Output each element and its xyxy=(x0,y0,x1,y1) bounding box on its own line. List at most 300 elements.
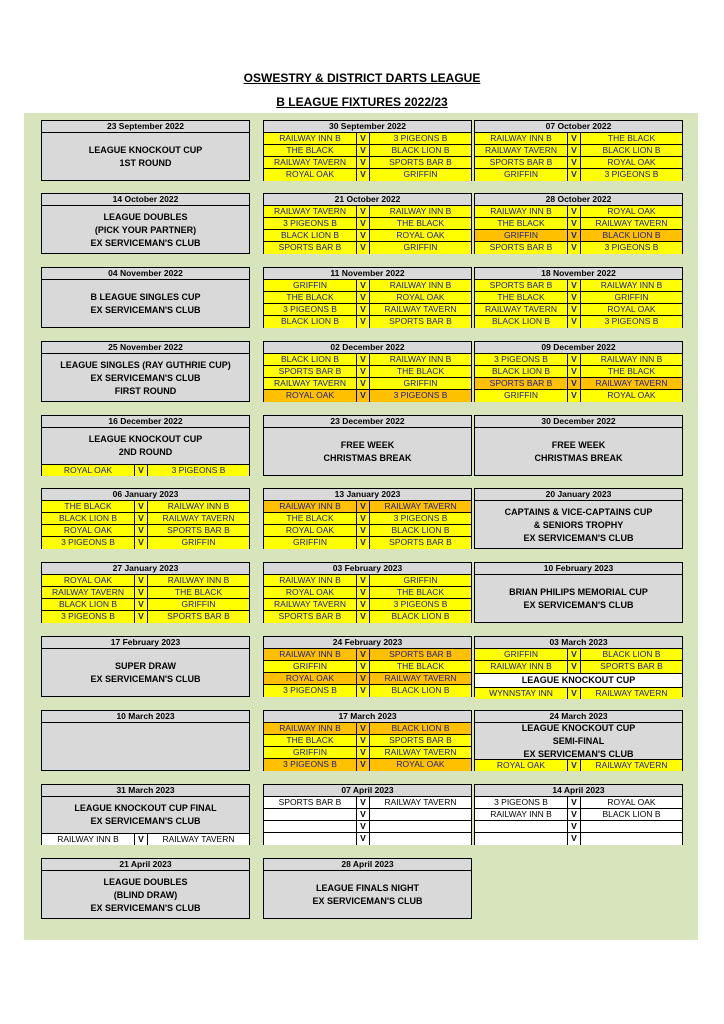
fixture-row xyxy=(264,230,471,242)
versus-marker: V xyxy=(357,759,370,771)
fixtures-list xyxy=(42,575,249,623)
away-team: THE BLACK xyxy=(396,366,445,376)
fixture-row xyxy=(475,809,682,821)
home-team: GRIFFIN xyxy=(264,537,357,549)
fixture-row xyxy=(42,513,249,525)
away-team xyxy=(581,833,682,845)
away-team: 3 PIGEONS B xyxy=(604,169,659,179)
fixture-row xyxy=(42,537,249,549)
away-team: 3 PIGEONS B xyxy=(171,465,226,475)
week-date: 07 October 2022 xyxy=(475,121,682,133)
week-card xyxy=(41,562,250,623)
fixtures-list xyxy=(475,206,682,254)
away-team: ROYAL OAK xyxy=(607,157,656,167)
versus-marker: V xyxy=(568,133,581,144)
event-box xyxy=(42,133,249,181)
fixture-row xyxy=(264,833,471,845)
fixtures-list xyxy=(475,280,682,328)
home-team: 3 PIGEONS B xyxy=(264,685,357,697)
away-team: THE BLACK xyxy=(396,218,445,228)
versus-marker: V xyxy=(357,501,370,512)
event-text: LEAGUE KNOCKOUT CUP FINAL EX SERVICEMAN'S CLUB xyxy=(74,803,217,826)
week-date: 21 April 2023 xyxy=(42,859,249,871)
fixture-row xyxy=(264,747,471,759)
fixture-row xyxy=(475,378,682,390)
away-team: GRIFFIN xyxy=(403,169,438,179)
event-box xyxy=(475,575,682,623)
fixture-row xyxy=(475,169,682,181)
fixture-row xyxy=(42,587,249,599)
page-subtitle: B LEAGUE FIXTURES 2022/23 xyxy=(276,95,448,109)
versus-marker: V xyxy=(568,797,581,808)
week-card xyxy=(263,341,472,402)
versus-marker: V xyxy=(568,688,581,699)
home-team: SPORTS BAR B xyxy=(264,611,357,623)
away-team: THE BLACK xyxy=(174,587,223,597)
fixture-row xyxy=(264,316,471,328)
fixture-row xyxy=(475,218,682,230)
home-team: 3 PIGEONS B xyxy=(42,611,135,623)
versus-marker: V xyxy=(357,157,370,168)
fixture-row xyxy=(42,501,249,513)
fixture-row xyxy=(42,599,249,611)
fixture-row xyxy=(264,157,471,169)
fixture-row xyxy=(264,145,471,157)
week-card xyxy=(263,784,472,845)
away-team: RAILWAY INN B xyxy=(167,575,230,585)
home-team: RAILWAY INN B xyxy=(475,206,568,217)
away-team: RAILWAY TAVERN xyxy=(384,747,457,757)
away-team: BLACK LION B xyxy=(602,230,661,240)
fixture-row xyxy=(264,169,471,181)
away-team: SPORTS BAR B xyxy=(389,316,452,326)
event-text: LEAGUE KNOCKOUT CUP 1ST ROUND xyxy=(88,145,203,168)
versus-marker: V xyxy=(357,133,370,144)
versus-marker: V xyxy=(568,366,581,377)
week-date: 06 January 2023 xyxy=(42,489,249,501)
fixture-row xyxy=(264,673,471,685)
week-card xyxy=(474,636,683,697)
away-team: BLACK LION B xyxy=(391,611,450,621)
fixture-row xyxy=(264,280,471,292)
away-team: 3 PIGEONS B xyxy=(604,316,659,326)
versus-marker: V xyxy=(357,747,370,758)
home-team: RAILWAY TAVERN xyxy=(42,587,135,598)
away-team: SPORTS BAR B xyxy=(389,157,452,167)
away-team: BLACK LION B xyxy=(391,723,450,733)
week-card xyxy=(41,858,250,919)
away-team: BLACK LION B xyxy=(602,145,661,155)
event-text: LEAGUE KNOCKOUT CUP 2ND ROUND xyxy=(88,434,203,457)
away-team: RAILWAY TAVERN xyxy=(384,304,457,314)
week-card xyxy=(263,267,472,328)
versus-marker: V xyxy=(357,292,370,303)
versus-marker: V xyxy=(357,833,370,845)
home-team: SPORTS BAR B xyxy=(475,157,568,168)
fixture-row xyxy=(264,218,471,230)
home-team: GRIFFIN xyxy=(475,230,568,241)
away-team: GRIFFIN xyxy=(403,378,438,388)
away-team: 3 PIGEONS B xyxy=(393,513,448,523)
versus-marker: V xyxy=(135,465,148,476)
home-team: ROYAL OAK xyxy=(264,525,357,536)
home-team: RAILWAY INN B xyxy=(42,834,135,845)
versus-marker: V xyxy=(135,575,148,586)
fixture-row xyxy=(264,735,471,747)
home-team: RAILWAY TAVERN xyxy=(475,145,568,156)
home-team xyxy=(475,833,568,845)
fixture-row xyxy=(42,611,249,623)
fixture-row xyxy=(475,661,682,673)
fixture-row xyxy=(264,685,471,697)
week-date: 25 November 2022 xyxy=(42,342,249,354)
away-team: THE BLACK xyxy=(396,587,445,597)
week-card xyxy=(474,193,683,254)
week-date: 02 December 2022 xyxy=(264,342,471,354)
home-team: BLACK LION B xyxy=(264,354,357,365)
week-date: 14 October 2022 xyxy=(42,194,249,206)
versus-marker: V xyxy=(357,280,370,291)
versus-marker: V xyxy=(135,834,148,845)
home-team: 3 PIGEONS B xyxy=(475,354,568,365)
away-team xyxy=(370,809,471,820)
home-team: RAILWAY TAVERN xyxy=(475,304,568,315)
fixture-row xyxy=(264,611,471,623)
week-date: 10 February 2023 xyxy=(475,563,682,575)
event-text: LEAGUE DOUBLES (PICK YOUR PARTNER) EX SERVICEMAN'S CLUB xyxy=(90,211,201,248)
versus-marker: V xyxy=(357,685,370,697)
week-date: 30 September 2022 xyxy=(264,121,471,133)
versus-marker: V xyxy=(135,611,148,623)
home-team: RAILWAY TAVERN xyxy=(264,378,357,389)
fixture-row xyxy=(264,390,471,402)
away-team xyxy=(370,821,471,832)
home-team: GRIFFIN xyxy=(475,649,568,660)
week-date: 24 March 2023 xyxy=(475,711,682,723)
week-date: 11 November 2022 xyxy=(264,268,471,280)
versus-marker: V xyxy=(568,157,581,168)
fixture-row xyxy=(475,354,682,366)
fixture-row xyxy=(42,833,249,845)
versus-marker: V xyxy=(357,599,370,610)
fixture-row xyxy=(264,797,471,809)
away-team: GRIFFIN xyxy=(181,599,216,609)
away-team: 3 PIGEONS B xyxy=(393,599,448,609)
versus-marker: V xyxy=(568,390,581,402)
versus-marker: V xyxy=(568,821,581,832)
home-team: ROYAL OAK xyxy=(42,575,135,586)
home-team: SPORTS BAR B xyxy=(264,797,357,808)
week-card xyxy=(263,636,472,697)
versus-marker: V xyxy=(568,316,581,328)
home-team: GRIFFIN xyxy=(475,390,568,402)
away-team: RAILWAY TAVERN xyxy=(384,673,457,683)
home-team: GRIFFIN xyxy=(264,280,357,291)
versus-marker: V xyxy=(357,661,370,672)
away-team: THE BLACK xyxy=(607,366,656,376)
week-card xyxy=(263,562,472,623)
cup-fixtures xyxy=(475,673,682,699)
versus-marker: V xyxy=(357,513,370,524)
home-team: 3 PIGEONS B xyxy=(264,759,357,771)
home-team: 3 PIGEONS B xyxy=(475,797,568,808)
away-team: RAILWAY TAVERN xyxy=(162,513,235,523)
fixture-row xyxy=(475,687,682,699)
event-box xyxy=(42,723,249,771)
away-team: GRIFFIN xyxy=(614,292,649,302)
fixture-row xyxy=(264,292,471,304)
home-team: GRIFFIN xyxy=(264,661,357,672)
fixture-row xyxy=(264,206,471,218)
away-team: RAILWAY INN B xyxy=(600,280,663,290)
fixtures-list xyxy=(264,280,471,328)
away-team: ROYAL OAK xyxy=(607,390,656,400)
versus-marker: V xyxy=(568,304,581,315)
versus-marker: V xyxy=(568,145,581,156)
versus-marker: V xyxy=(357,169,370,181)
event-box xyxy=(42,206,249,254)
week-card xyxy=(263,415,472,476)
home-team: RAILWAY TAVERN xyxy=(264,157,357,168)
home-team: ROYAL OAK xyxy=(475,760,568,771)
fixture-row xyxy=(264,809,471,821)
week-card xyxy=(474,341,683,402)
fixtures-list xyxy=(264,501,471,549)
week-card xyxy=(263,858,472,919)
away-team: THE BLACK xyxy=(607,133,656,143)
week-card xyxy=(41,488,250,549)
fixtures-list xyxy=(42,833,249,845)
fixture-row xyxy=(264,366,471,378)
fixture-row xyxy=(475,242,682,254)
home-team: RAILWAY INN B xyxy=(264,723,357,734)
fixture-row xyxy=(475,833,682,845)
week-date: 04 November 2022 xyxy=(42,268,249,280)
away-team: RAILWAY TAVERN xyxy=(595,760,668,770)
away-team: SPORTS BAR B xyxy=(389,649,452,659)
home-team: ROYAL OAK xyxy=(264,587,357,598)
week-date: 09 December 2022 xyxy=(475,342,682,354)
home-team: ROYAL OAK xyxy=(42,465,135,476)
away-team: ROYAL OAK xyxy=(396,759,445,769)
week-card xyxy=(474,488,683,549)
fixtures-list xyxy=(264,206,471,254)
away-team: RAILWAY TAVERN xyxy=(162,834,235,844)
event-box xyxy=(475,723,682,759)
week-card xyxy=(474,120,683,181)
away-team: SPORTS BAR B xyxy=(389,537,452,547)
week-card xyxy=(41,267,250,328)
fixtures-list xyxy=(264,723,471,771)
away-team: RAILWAY INN B xyxy=(167,501,230,511)
versus-marker: V xyxy=(568,649,581,660)
event-text: FREE WEEK CHRISTMAS BREAK xyxy=(323,440,412,463)
versus-marker: V xyxy=(357,366,370,377)
home-team: RAILWAY INN B xyxy=(264,501,357,512)
versus-marker: V xyxy=(568,292,581,303)
week-card xyxy=(41,710,250,771)
away-team: RAILWAY INN B xyxy=(389,354,452,364)
versus-marker: V xyxy=(135,501,148,512)
versus-marker: V xyxy=(568,833,581,845)
home-team: 3 PIGEONS B xyxy=(264,304,357,315)
event-text: CAPTAINS & VICE-CAPTAINS CUP & SENIORS TROPHY EX SERVICEMAN'S CLUB xyxy=(504,506,653,543)
home-team: WYNNSTAY INN xyxy=(475,688,568,699)
home-team: THE BLACK xyxy=(264,292,357,303)
event-box xyxy=(42,428,249,464)
fixture-row xyxy=(42,575,249,587)
fixture-row xyxy=(475,292,682,304)
home-team: ROYAL OAK xyxy=(264,169,357,181)
event-box xyxy=(42,649,249,697)
versus-marker: V xyxy=(568,661,581,673)
away-team: RAILWAY INN B xyxy=(600,354,663,364)
away-team: SPORTS BAR B xyxy=(167,525,230,535)
fixture-row xyxy=(475,230,682,242)
week-card xyxy=(474,415,683,476)
versus-marker: V xyxy=(357,537,370,549)
home-team: RAILWAY INN B xyxy=(475,133,568,144)
week-date: 28 October 2022 xyxy=(475,194,682,206)
week-card xyxy=(41,341,250,402)
away-team: GRIFFIN xyxy=(403,575,438,585)
away-team: ROYAL OAK xyxy=(396,230,445,240)
week-card xyxy=(41,636,250,697)
week-card xyxy=(41,784,250,845)
versus-marker: V xyxy=(568,242,581,254)
versus-marker: V xyxy=(568,280,581,291)
event-box xyxy=(475,501,682,549)
fixture-row xyxy=(264,575,471,587)
fixtures-list xyxy=(42,501,249,549)
fixtures-panel xyxy=(24,113,698,940)
away-team: ROYAL OAK xyxy=(607,797,656,807)
away-team: RAILWAY INN B xyxy=(389,206,452,216)
fixture-row xyxy=(264,525,471,537)
fixtures-list xyxy=(264,797,471,845)
fixture-row xyxy=(475,797,682,809)
versus-marker: V xyxy=(357,316,370,328)
event-text: BRIAN PHILIPS MEMORIAL CUP EX SERVICEMAN'S CLUB xyxy=(509,587,648,610)
week-card xyxy=(41,415,250,476)
fixture-row xyxy=(475,316,682,328)
home-team: BLACK LION B xyxy=(475,366,568,377)
week-card xyxy=(41,120,250,181)
away-team: GRIFFIN xyxy=(181,537,216,547)
home-team: SPORTS BAR B xyxy=(264,366,357,377)
week-date: 21 October 2022 xyxy=(264,194,471,206)
versus-marker: V xyxy=(568,169,581,181)
versus-marker: V xyxy=(568,378,581,389)
cup-label: LEAGUE KNOCKOUT CUP xyxy=(475,673,682,687)
home-team: BLACK LION B xyxy=(42,599,135,610)
fixtures-list xyxy=(264,649,471,697)
versus-marker: V xyxy=(357,809,370,820)
away-team: RAILWAY TAVERN xyxy=(384,501,457,511)
week-date: 13 January 2023 xyxy=(264,489,471,501)
fixtures-list xyxy=(475,649,682,673)
fixture-row xyxy=(475,280,682,292)
versus-marker: V xyxy=(357,242,370,254)
home-team: THE BLACK xyxy=(264,735,357,746)
away-team: RAILWAY TAVERN xyxy=(595,378,668,388)
versus-marker: V xyxy=(357,735,370,746)
away-team: SPORTS BAR B xyxy=(389,735,452,745)
week-date: 07 April 2023 xyxy=(264,785,471,797)
fixture-row xyxy=(264,513,471,525)
away-team: BLACK LION B xyxy=(391,145,450,155)
fixture-row xyxy=(475,157,682,169)
home-team xyxy=(264,809,357,820)
versus-marker: V xyxy=(357,587,370,598)
versus-marker: V xyxy=(135,513,148,524)
versus-marker: V xyxy=(357,723,370,734)
away-team: RAILWAY TAVERN xyxy=(595,218,668,228)
away-team: BLACK LION B xyxy=(602,809,661,819)
fixture-row xyxy=(264,133,471,145)
home-team xyxy=(264,833,357,845)
page-title: OSWESTRY & DISTRICT DARTS LEAGUE xyxy=(243,71,481,85)
home-team: GRIFFIN xyxy=(264,747,357,758)
fixture-row xyxy=(264,378,471,390)
versus-marker: V xyxy=(568,206,581,217)
home-team: SPORTS BAR B xyxy=(475,280,568,291)
week-card xyxy=(474,784,683,845)
event-box xyxy=(264,428,471,476)
versus-marker: V xyxy=(357,673,370,684)
event-text: B LEAGUE SINGLES CUP EX SERVICEMAN'S CLUB xyxy=(90,292,201,315)
home-team: RAILWAY INN B xyxy=(264,575,357,586)
fixture-row xyxy=(475,759,682,771)
versus-marker: V xyxy=(357,218,370,229)
event-box xyxy=(42,280,249,328)
event-box xyxy=(42,871,249,919)
fixture-row xyxy=(264,661,471,673)
home-team: RAILWAY TAVERN xyxy=(264,599,357,610)
versus-marker: V xyxy=(357,354,370,365)
week-card xyxy=(474,562,683,623)
home-team: RAILWAY INN B xyxy=(264,133,357,144)
week-card xyxy=(474,710,683,771)
week-date: 31 March 2023 xyxy=(42,785,249,797)
fixtures-list xyxy=(264,354,471,402)
versus-marker: V xyxy=(357,649,370,660)
fixture-row xyxy=(264,599,471,611)
away-team: ROYAL OAK xyxy=(396,292,445,302)
week-date: 14 April 2023 xyxy=(475,785,682,797)
home-team: RAILWAY INN B xyxy=(264,649,357,660)
versus-marker: V xyxy=(357,230,370,241)
week-date: 17 March 2023 xyxy=(264,711,471,723)
week-date: 24 February 2023 xyxy=(264,637,471,649)
week-card xyxy=(263,120,472,181)
home-team: RAILWAY TAVERN xyxy=(264,206,357,217)
week-date: 16 December 2022 xyxy=(42,416,249,428)
fixtures-list xyxy=(264,575,471,623)
fixture-row xyxy=(475,304,682,316)
week-card xyxy=(41,193,250,254)
fixture-row xyxy=(42,525,249,537)
week-date: 03 February 2023 xyxy=(264,563,471,575)
versus-marker: V xyxy=(357,797,370,808)
home-team xyxy=(264,821,357,832)
fixture-row xyxy=(264,587,471,599)
week-card xyxy=(263,710,472,771)
fixture-row xyxy=(264,723,471,735)
week-date: 23 September 2022 xyxy=(42,121,249,133)
week-card xyxy=(263,488,472,549)
event-box xyxy=(264,871,471,919)
